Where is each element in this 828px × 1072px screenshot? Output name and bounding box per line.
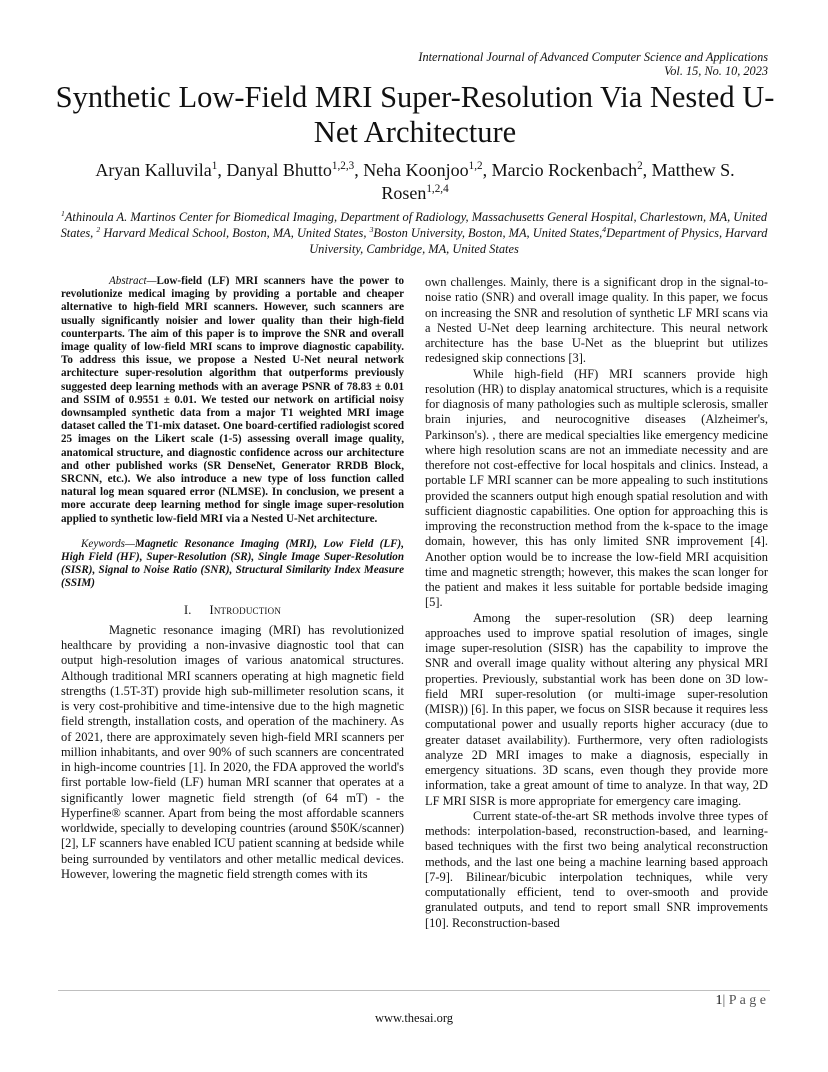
affiliation-list — [58, 210, 770, 257]
journal-volume: Vol. 15, No. 10, 2023 — [664, 64, 768, 78]
right-column — [425, 275, 768, 931]
left-column — [61, 275, 404, 882]
affiliation-marker: 2 — [96, 224, 101, 234]
journal-name: International Journal of Advanced Computer Science and Applications — [418, 50, 768, 64]
affiliation-marker: 1 — [60, 208, 65, 218]
affiliation-text: Harvard Medical School, Boston, MA, United States, — [100, 225, 370, 240]
body-paragraph: While high-field (HF) MRI scanners provide high resolution (HR) to display anatomical structures, which is a requisite for diagnosis of many pathologies such as multiple sclerosis, smaller brain injuries, and neurocognitive diseases (Alzheimer's, Parkinson's). , there are medical specialties like emergency medicine where high resolution scans are not an immediate necessity and are therefore not cost-effective for local hospitals and clinics. Instead, a portable LF MRI scanner can be more appealing to such institutions provided the scanners output high enough spatial resolution and with sufficient diagnostic capabilities. One option for approaching this is improving the reconstruction method from the k-space to the image domain, however, this has only limited SNR improvement [4]. Another option would be to increase the low-field MRI acquisition time and magnetic strength; however, this makes the scan longer for the patient and makes it less suitable for portable bedside imaging [5]. — [425, 366, 769, 610]
abstract-lead: Abstract— — [109, 275, 157, 287]
section-number: I. — [183, 602, 192, 617]
body-paragraph: Magnetic resonance imaging (MRI) has revolutionized healthcare by providing a non-invasive diagnostic tool that can output high-resolution images of various anatomical structures. Although traditional MRI scanners operating at high magnetic field strengths (1.5T-3T) provide high sub-millimeter resolution scans, it is very cost-prohibitive and time-intensive due to the high magnetic field strength, installation costs, and operation of the machinery. As of 2021, there are approximately seven high-field MRI scanners per million inhabitants, and over 90% of such scanners are concentrated in high-income countries [1]. In 2020, the FDA approved the world's first portable low-field (LF) human MRI scanner that operates at a significantly lower magnetic field strength (of 64 mT) - the Hyperfine® scanner. Apart from being the most affordable scanners worldwide, specially to developing countries (around $50K/scanner) [2], LF scanners have enabled ICU patient scanning at bedside while being surrounded by ventilators and other metallic medical devices. However, lowering the magnetic field strength comes with its — [61, 622, 404, 881]
author-affiliation-marker: 1 — [211, 160, 218, 172]
affiliation-marker: 4 — [602, 224, 607, 234]
body-paragraph: Current state-of-the-art SR methods involve three types of methods: interpolation-based, reconstruction-based, and learning-based techniques with the first two being analytical reconstruction methods, and the last one being a machine learning based approach [7-9]. Bilinear/bicubic interpolation techniques, while very computationally efficient, tend to over-smooth and provide granulated outputs, and tend to report small SNR improvements [10]. Reconstruction-based — [425, 808, 768, 930]
footer-divider — [58, 990, 770, 991]
section-heading-introduction — [61, 603, 404, 618]
page-number-value: 1 — [715, 993, 723, 1008]
abstract — [61, 275, 404, 526]
body-paragraph-continued: own challenges. Mainly, there is a significant drop in the signal-to-noise ratio (SNR) and overall image quality. In this paper, we focus on increasing the SNR and resolution of synthetic LF MRI scans via a Nested U-Net deep learning architecture. This neural network architecture has the base U-Net as the blueprint but utilizes redesigned skip connections [3]. — [425, 275, 768, 366]
author-affiliation-marker: 1,2,4 — [426, 183, 449, 195]
body-paragraph: Among the super-resolution (SR) deep learning approaches used to improve spatial resolution of images, single image super-resolution (SISR) has the capability to improve the SNR and overall image quality without altering any physical MRI properties. Previously, substantial work has been done on 3D low-field MRI super-resolution (or multi-image super-resolution (MISR)) [6]. In this paper, we focus on SISR because it requires less computational power and usually reports higher accuracy (due to greater dataset availability). Furthermore, very often radiologists analyze 2D MRI images to make a diagnosis, especially in emergency situations. 3D scans, even though they provide more information, take a great amount of time to analyze. In that way, 2D LF MRI SISR is more appropriate for emergency care imaging. — [425, 610, 768, 808]
affiliation-text: Department of Physics, Harvard University, Cambridge, MA, United States — [309, 225, 768, 256]
author-list: Aryan Kalluvila$^1$, Danyal Bhutto$^{1,2,3}$, Neha Koonjoo$^{1,2}$, Marcio Rockenbach$^2$, Matthew S. Rosen$^{1,2,4}$ — [95, 160, 735, 203]
left-body — [61, 623, 404, 882]
author-affiliation-marker: 1,2 — [468, 160, 483, 172]
author-affiliation-marker: 1,2,3 — [331, 160, 355, 172]
affiliation-text: Athinoula A. Martinos Center for Biomedical Imaging, Department of Radiology, Massachusetts General Hospital, Charlestown, MA, United States, — [60, 210, 768, 240]
footer-url: www.thesai.org — [374, 1011, 454, 1025]
author-name: Marcio Rockenbach — [491, 160, 638, 180]
author-name: Danyal Bhutto — [226, 160, 332, 180]
journal-header — [418, 50, 768, 78]
author-name: Neha Koonjoo — [363, 160, 469, 180]
abstract-text: Low-field (LF) MRI scanners have the power to revolutionize medical imaging by providing a portable and cheaper alternative to high-field MRI scanners. However, such scanners are usually significantly noisier and lower quality than their high-field counterparts. The aim of this paper is to improve the SNR and overall image quality of low-field MRI scans to improve diagnostic capability. To address this issue, we propose a Nested U-Net neural network architecture super-resolution algorithm that outperforms previously suggested deep learning methods with an average PSNR of 78.83 ± 0.01 and SSIM of 0.9551 ± 0.01. We tested our network on artificial noisy downsampled synthetic data from a major T1 weighted MRI image dataset called the T1-mix dataset. One board-certified radiologist scored 25 images on the Likert scale (1-5) assessing overall image quality, anatomical structure, and diagnostic confidence across our architecture and other published works (SR DenseNet, Generator RRDB Block, SRCNN, etc.). We also introduce a new type of loss function called natural log mean squared error (NLMSE). In conclusion, we present a more accurate deep learning method for single image super-resolution applied to synthetic low-field MRI via a Nested U-Net architecture. — [61, 275, 404, 525]
author-affiliation-marker: 2 — [637, 160, 643, 172]
page-number — [716, 993, 767, 1009]
section-title: Introduction — [209, 602, 282, 617]
keywords-lead: Keywords— — [81, 537, 135, 550]
keywords — [61, 538, 404, 591]
affiliation-marker: 3 — [369, 224, 374, 234]
affiliation-text: Boston University, Boston, MA, United States, — [373, 225, 603, 240]
author-name: Matthew S. Rosen — [381, 160, 735, 203]
keywords-text: Magnetic Resonance Imaging (MRI), Low Field (LF), High Field (HF), Super-Resolution (SR), Single Image Super-Resolution (SISR), Signal to Noise Ratio (SNR), Structural Similarity Index Measure (SSIM) — [61, 537, 404, 590]
page-number-label: | P a g e — [722, 993, 766, 1008]
author-name: Aryan Kalluvila — [95, 160, 212, 180]
paper-title: Synthetic Low-Field MRI Super-Resolution Via Nested U-Net Architecture — [55, 80, 775, 149]
